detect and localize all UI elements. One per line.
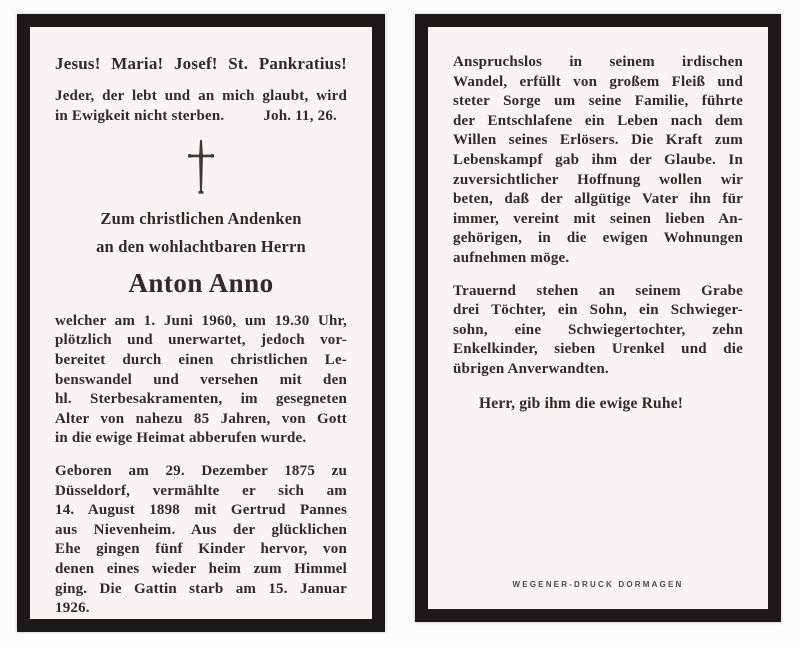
mourners-paragraph [453, 282, 743, 380]
scripture-quote [55, 87, 347, 126]
text-line: steter Sorge um seine Familie, führte [453, 93, 743, 110]
deceased-name: Anton Anno [128, 267, 274, 298]
text-line: gehörigen, in die ewigen Wohnungen [453, 230, 743, 247]
printer-mark: WEGENER-DRUCK DORMAGEN [512, 580, 684, 590]
dedication [55, 205, 347, 261]
memorial-card-right-page [415, 14, 781, 622]
scripture-reference: Joh. 11, 26. [263, 107, 337, 124]
obituary-paragraph [55, 312, 347, 449]
text-line: Trauernd stehen an seinem Grabe [453, 282, 743, 299]
text-line: Alter von nahezu 85 Jahren, von Gott [55, 410, 347, 427]
text-line: aus Nievenheim. Aus der glücklichen [55, 521, 347, 538]
left-page-content [30, 27, 372, 619]
text-line: zuversichtlicher Hoffnung wollen wir [453, 171, 743, 188]
text-line: hl. Sterbesakramenten, im gesegneten [55, 391, 347, 408]
text-line: Geboren am 29. Dezember 1875 zu [55, 462, 347, 479]
text-line: Düsseldorf, vermählte er sich am [55, 482, 347, 499]
text-line: 1926. [55, 600, 90, 617]
text-line: bereitet durch einen christlichen Le- [55, 351, 347, 368]
text-line: Willen seines Erlösers. Die Kraft zum [453, 132, 743, 149]
scripture-line-1: Jeder, der lebt und an mich glaubt, wird [55, 88, 347, 104]
text-line: benswandel und versehen mit den [55, 371, 347, 388]
eulogy-paragraph [453, 53, 743, 269]
biography-paragraph [55, 462, 347, 619]
text-line: drei Töchter, ein Sohn, ein Schwieger- [453, 302, 743, 319]
text-line: 14. August 1898 mit Gertrud Pannes [55, 502, 347, 519]
text-line: Wandel, erfüllt von großem Fleiß und [453, 73, 743, 90]
prayer-line: Herr, gib ihm die ewige Ruhe! [479, 394, 684, 412]
text-line: übrigen Anverwandten. [453, 360, 609, 377]
text-line: aufnehmen möge. [453, 249, 570, 266]
text-line: in die ewige Heimat abberufen wurde. [55, 430, 307, 447]
invocation-line: Jesus! Maria! Josef! St. Pankratius! [55, 54, 347, 73]
text-line: beten, daß der allgütige Vater ihn für [453, 191, 743, 208]
text-line: ging. Die Gattin starb am 15. Januar [55, 580, 347, 597]
cross-icon [188, 140, 214, 194]
text-line: Ehe gingen fünf Kinder hervor, von [55, 541, 347, 558]
cross-icon-wrap [55, 140, 347, 201]
text-line: Enkelkinder, sieben Urenkel und die [453, 341, 743, 358]
text-line: Lebenskampf gab ihm der Glaube. In [453, 151, 743, 168]
text-line: der Entschlafene ein Leben nach dem [453, 112, 743, 129]
scripture-line-2: in Ewigkeit nicht sterben. [55, 107, 225, 124]
right-page-content [428, 27, 768, 609]
text-line: welcher am 1. Juni 1960, um 19.30 Uhr, [55, 312, 347, 329]
text-line: sohn, eine Schwiegertochter, zehn [453, 321, 743, 338]
dedication-line-1: Zum christlichen Andenken [100, 208, 302, 228]
text-line: Anspruchslos in seinem irdischen [453, 54, 743, 70]
dedication-line-2: an den wohlachtbaren Herrn [96, 236, 306, 256]
scripture-line-2-row [55, 107, 347, 127]
text-line: plötzlich und unerwartet, jedoch vor- [55, 332, 347, 349]
text-line: denen eines wieder heim zum Himmel [55, 560, 347, 577]
memorial-card-left-page [17, 14, 385, 632]
text-line: immer, vereint mit seinen lieben An- [453, 210, 743, 227]
